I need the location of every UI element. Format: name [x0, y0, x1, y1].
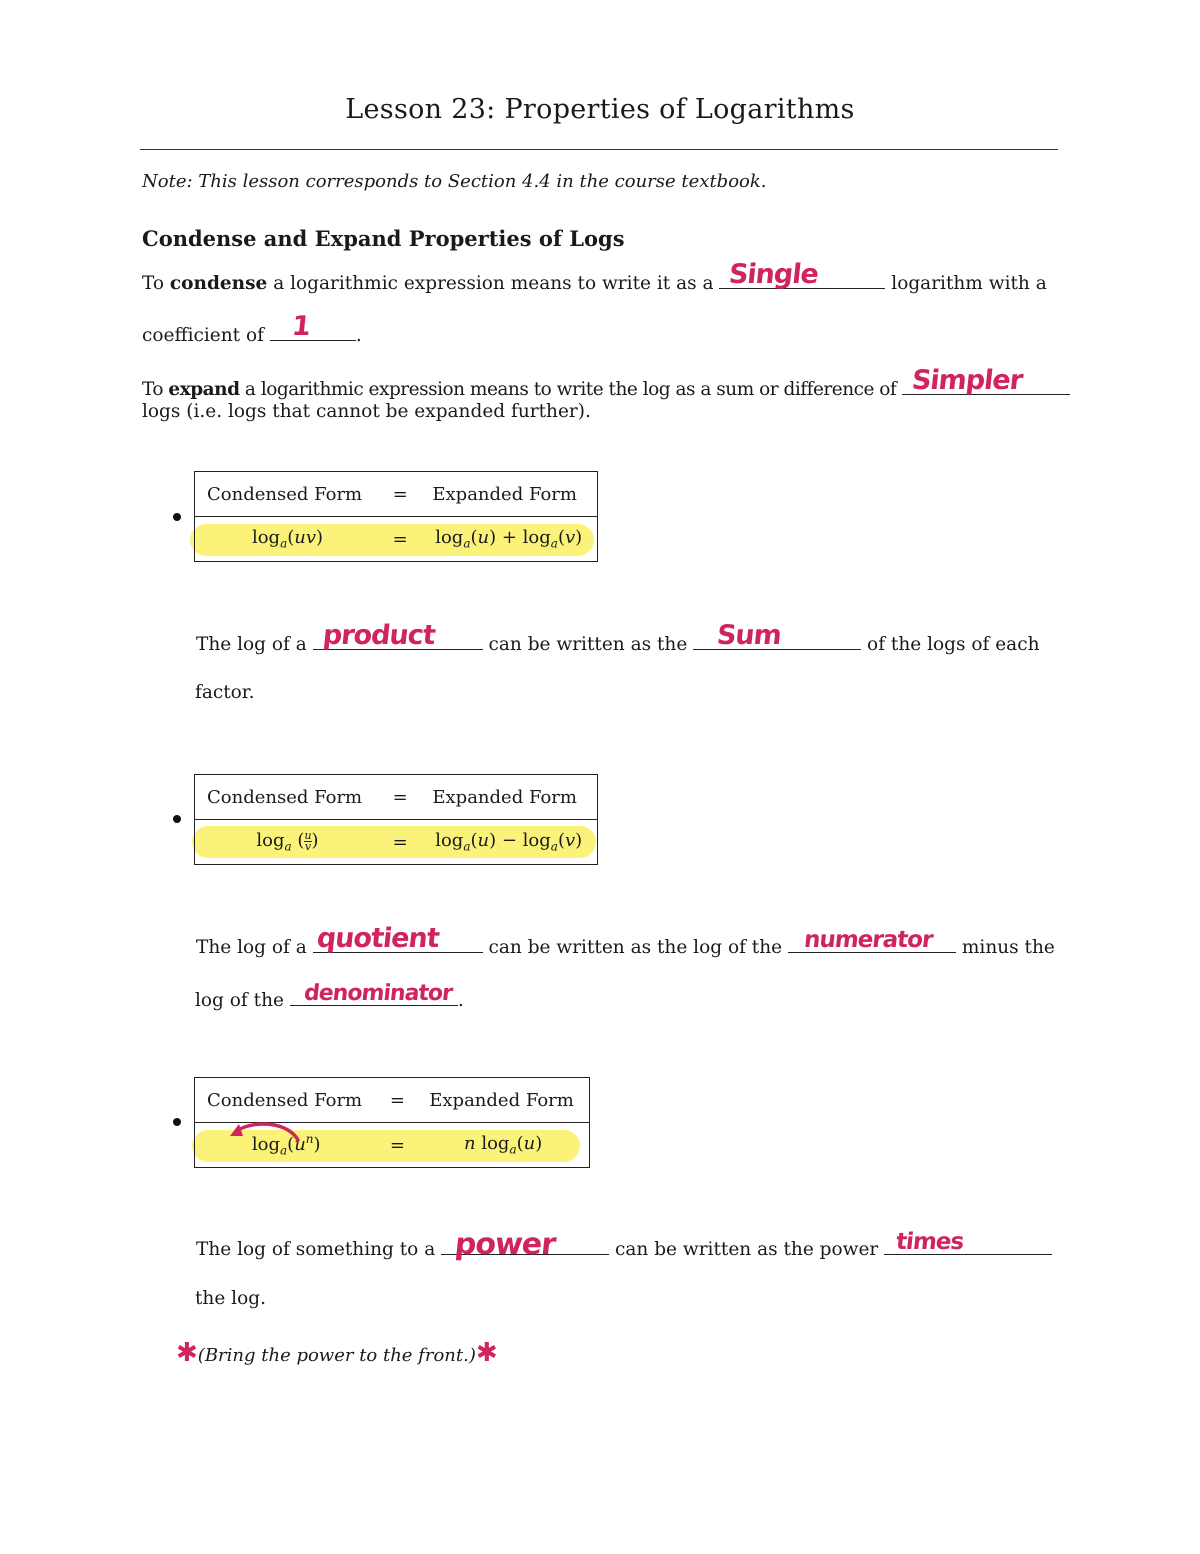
- expand-text: To: [142, 379, 169, 400]
- header-condensed: Condensed Form: [195, 775, 381, 820]
- product-text: The log of a: [196, 634, 313, 655]
- bullet: [173, 815, 181, 823]
- header-equals: =: [380, 472, 420, 517]
- expand-line-1: [142, 365, 1070, 400]
- asterisk-icon: ✱: [176, 1338, 198, 1368]
- condense-text: logarithm with a: [885, 273, 1047, 294]
- power-line-2: the log.: [195, 1288, 266, 1309]
- quotient-line-1: [196, 923, 1055, 958]
- product-line-2: factor.: [195, 682, 255, 703]
- header-expanded: Expanded Form: [420, 472, 597, 517]
- handwritten-answer: Sum: [715, 620, 783, 651]
- quotient-line-2: [195, 981, 464, 1011]
- power-text: The log of something to a: [196, 1239, 442, 1260]
- handwritten-answer: times: [894, 1229, 965, 1255]
- handwritten-answer: Single: [727, 259, 820, 290]
- product-rule-table: [194, 471, 598, 562]
- power-line-1: [196, 1227, 1052, 1262]
- quotient-condensed: $\log_a$ ( $\frac{u}{v}$ ): [256, 828, 319, 854]
- quotient-text: minus the: [956, 937, 1055, 958]
- expand-line-2: logs (i.e. logs that cannot be expanded further).: [142, 401, 591, 422]
- reminder-text: (Bring the power to the front.): [197, 1345, 476, 1366]
- blank-numerator[interactable]: [788, 927, 956, 953]
- condense-text: coefficient of: [142, 325, 270, 346]
- power-reminder: [176, 1338, 498, 1368]
- blank-sum[interactable]: [693, 620, 861, 651]
- header-equals: =: [377, 1078, 417, 1123]
- expand-text: a logarithmic expression means to write the log as a sum or difference of: [239, 379, 902, 400]
- condense-line-1: [142, 259, 1047, 294]
- product-condensed: $\log_a(uv)$: [251, 527, 324, 551]
- power-text: can be written as the power: [609, 1239, 885, 1260]
- page-title: Lesson 23: Properties of Logarithms: [345, 94, 855, 125]
- bullet: [173, 513, 181, 521]
- condense-term: condense: [169, 273, 268, 294]
- blank-quotient[interactable]: [313, 923, 483, 954]
- power-condensed: $\log_a(u^n)$: [251, 1132, 321, 1158]
- header-equals: =: [380, 775, 420, 820]
- asterisk-icon: ✱: [475, 1338, 498, 1368]
- product-line-1: [196, 620, 1040, 655]
- handwritten-answer: denominator: [302, 981, 454, 1006]
- bullet: [173, 1118, 181, 1126]
- header-condensed: Condensed Form: [195, 1078, 378, 1123]
- handwritten-answer: Simpler: [910, 365, 1024, 396]
- condense-text: .: [355, 325, 362, 346]
- handwritten-answer: product: [321, 620, 436, 651]
- equals-sign: =: [392, 528, 408, 550]
- title-rule: [140, 149, 1058, 150]
- handwritten-answer: quotient: [315, 923, 440, 954]
- blank-coefficient[interactable]: [270, 311, 356, 342]
- handwritten-answer: power: [453, 1227, 557, 1262]
- blank-product[interactable]: [313, 620, 483, 651]
- header-expanded: Expanded Form: [417, 1078, 589, 1123]
- quotient-expanded: $\log_a(u) - \log_a(v)$: [435, 830, 583, 854]
- blank-single[interactable]: [719, 259, 885, 290]
- blank-power[interactable]: [441, 1227, 609, 1262]
- section-heading: Condense and Expand Properties of Logs: [142, 226, 625, 251]
- expand-term: expand: [168, 379, 240, 400]
- quotient-text: .: [457, 990, 464, 1011]
- header-condensed: Condensed Form: [195, 472, 381, 517]
- quotient-text: can be written as the log of the: [482, 937, 788, 958]
- quotient-text: The log of a: [196, 937, 313, 958]
- quotient-text: log of the: [195, 990, 290, 1011]
- condense-text: To: [142, 273, 170, 294]
- blank-times[interactable]: [884, 1229, 1052, 1255]
- handwritten-answer: numerator: [802, 927, 934, 953]
- condense-text: a logarithmic expression means to write it as a: [267, 273, 720, 294]
- equals-sign: =: [389, 1134, 405, 1156]
- equals-sign: =: [392, 831, 408, 853]
- product-expanded: $\log_a(u) + \log_a(v)$: [435, 527, 583, 551]
- product-text: can be written as the: [482, 634, 694, 655]
- arrow-annotation-icon: [226, 1118, 306, 1152]
- quotient-rule-table: [194, 774, 598, 865]
- product-text: of the logs of each: [861, 634, 1040, 655]
- lesson-note: Note: This lesson corresponds to Section 4.4 in the course textbook.: [142, 171, 767, 192]
- blank-denominator[interactable]: [290, 981, 458, 1006]
- condense-line-2: [142, 311, 362, 346]
- header-expanded: Expanded Form: [420, 775, 597, 820]
- blank-simpler[interactable]: [902, 365, 1070, 396]
- power-expanded: n $\log_a(u)$: [464, 1133, 543, 1157]
- handwritten-answer: 1: [290, 311, 312, 342]
